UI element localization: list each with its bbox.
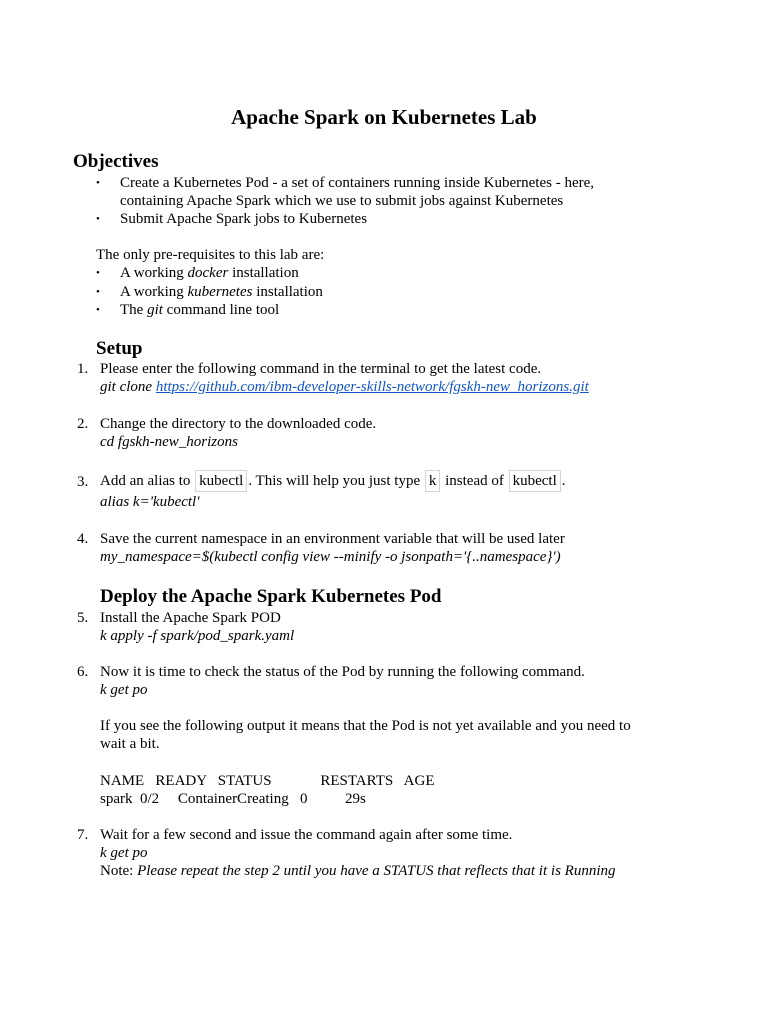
deploy-heading: Deploy the Apache Spark Kubernetes Pod [100, 586, 442, 607]
step-3-text: Add an alias to kubectl . This will help you just type k instead of kubectl . [100, 470, 566, 492]
objectives-heading: Objectives [73, 151, 159, 172]
step-number: 3. [77, 474, 89, 490]
step-6-note-line-2: wait a bit. [100, 736, 160, 752]
step-5-command: k apply -f spark/pod_spark.yaml [100, 628, 295, 644]
step-number: 6. [77, 664, 89, 680]
code-kubectl: kubectl [509, 470, 561, 492]
prereq-git: The git command line tool [120, 302, 280, 318]
step-6-text: Now it is time to check the status of the Pod by running the following command. [100, 664, 585, 680]
step-number: 4. [77, 531, 89, 547]
step-3-command: alias k='kubectl' [100, 494, 200, 510]
repo-link[interactable]: https://github.com/ibm-developer-skills-network/fgskh-new_horizons.git [155, 379, 589, 395]
bullet-icon: • [96, 304, 100, 316]
step-2-text: Change the directory to the downloaded code. [100, 416, 377, 432]
setup-heading: Setup [96, 338, 143, 359]
step-5-text: Install the Apache Spark POD [100, 610, 281, 626]
page-title: Apache Spark on Kubernetes Lab [231, 105, 537, 129]
step-number: 5. [77, 610, 89, 626]
step-7-command: k get po [100, 845, 148, 861]
step-number: 1. [77, 361, 89, 377]
output-table-header: NAME READY STATUS RESTARTS AGE [100, 773, 435, 789]
prereq-intro: The only pre-requisites to this lab are: [96, 247, 325, 263]
prereq-docker: A working docker installation [120, 265, 299, 281]
bullet-icon: • [96, 267, 100, 279]
step-4-command: my_namespace=$(kubectl config view --minify -o jsonpath='{..namespace}') [100, 549, 561, 565]
code-kubectl: kubectl [195, 470, 247, 492]
step-6-note-line-1: If you see the following output it means that the Pod is not yet available and you need to [100, 718, 631, 734]
step-7-text: Wait for a few second and issue the command again after some time. [100, 827, 513, 843]
step-2-command: cd fgskh-new_horizons [100, 434, 238, 450]
step-number: 7. [77, 827, 89, 843]
bullet-icon: • [96, 286, 100, 298]
objective-1-line-1: Create a Kubernetes Pod - a set of containers running inside Kubernetes - here, [120, 175, 595, 191]
step-4-text: Save the current namespace in an environment variable that will be used later [100, 531, 565, 547]
objective-1-line-2: containing Apache Spark which we use to submit jobs against Kubernetes [120, 193, 564, 209]
step-1-text: Please enter the following command in the terminal to get the latest code. [100, 361, 542, 377]
step-6-command: k get po [100, 682, 148, 698]
step-number: 2. [77, 416, 89, 432]
step-7-note: Note: Please repeat the step 2 until you have a STATUS that reflects that it is Running [100, 863, 616, 879]
code-k: k [425, 470, 441, 492]
bullet-icon: • [96, 213, 100, 225]
step-1-command: git clone https://github.com/ibm-developer-skills-network/fgskh-new_horizons.git [100, 379, 589, 395]
output-table-row: spark 0/2 ContainerCreating 0 29s [100, 791, 366, 807]
objective-2: Submit Apache Spark jobs to Kubernetes [120, 211, 368, 227]
prereq-kubernetes: A working kubernetes installation [120, 284, 323, 300]
bullet-icon: • [96, 177, 100, 189]
